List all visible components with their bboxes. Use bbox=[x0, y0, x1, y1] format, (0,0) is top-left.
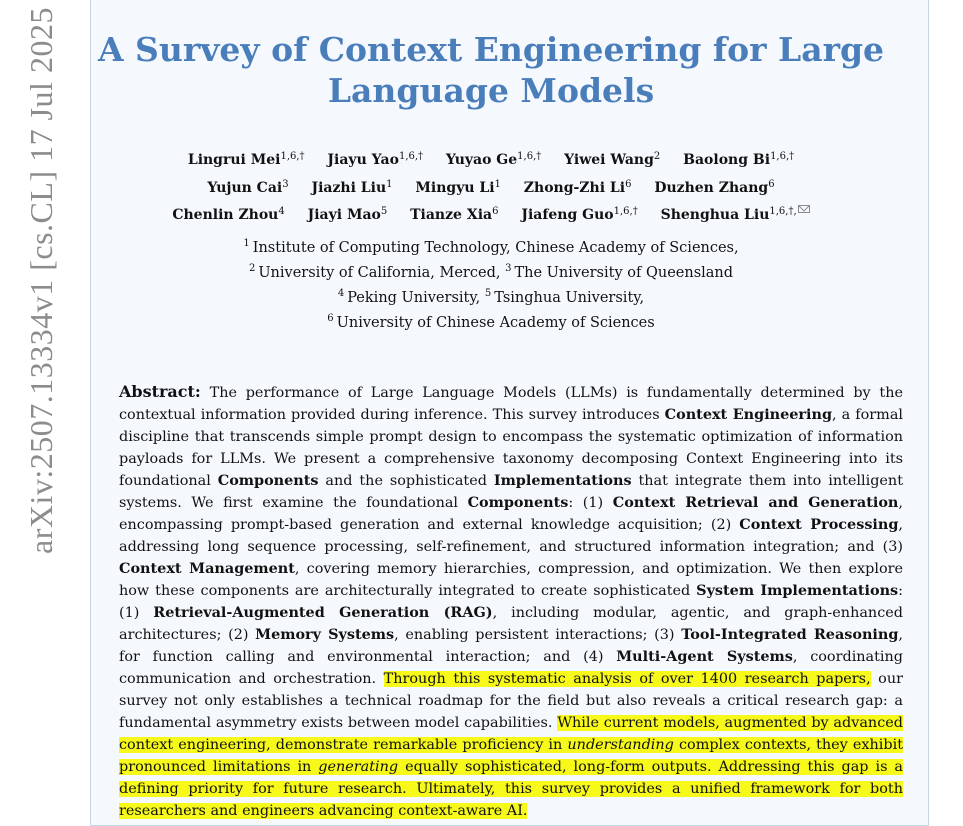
affiliation-line: $^2$ University of California, Merced, $^3$ The University of Queensland bbox=[248, 263, 734, 281]
author-list bbox=[91, 147, 891, 230]
author: Yujun Cai$^3$ bbox=[207, 178, 289, 196]
envelope-icon bbox=[798, 205, 810, 213]
author: Jiayu Yao$^{1,6,\dagger}$ bbox=[327, 151, 424, 168]
highlighted-text: Through this systematic analysis of over 1400 research papers, bbox=[383, 671, 871, 687]
author: Jiayi Mao$^5$ bbox=[307, 206, 388, 223]
author: Tianze Xia$^6$ bbox=[410, 206, 499, 223]
highlighted-text: While current models, augmented by advanced context engineering, demonstrate remarkable proficiency in understanding complex contexts, they exhibit pronounced limitations in generating equally sophisticated, long-form outputs. Addressing this gap is a defining priority for future research. Ultimately, this survey provides a unified framework for both researchers and engineers advancing context-aware AI. bbox=[119, 715, 904, 819]
affiliation-line: $^1$ Institute of Computing Technology, Chinese Academy of Sciences, bbox=[243, 238, 739, 256]
affiliation-line: $^6$ University of Chinese Academy of Sciences bbox=[327, 313, 655, 331]
abstract-label: Abstract: bbox=[119, 382, 201, 401]
author: Zhong-Zhi Li$^6$ bbox=[523, 178, 632, 196]
arxiv-identifier-stamp bbox=[18, 4, 64, 824]
author: Yiwei Wang$^2$ bbox=[564, 151, 661, 168]
paper-title: A Survey of Context Engineering for Large Language Models bbox=[97, 30, 885, 110]
author: Duzhen Zhang$^6$ bbox=[654, 178, 775, 196]
author: Mingyu Li$^1$ bbox=[415, 178, 501, 196]
author: Yuyao $Ge^{1,6,\dagger}$ bbox=[445, 151, 542, 168]
abstract-paragraph: Abstract: The performance of Large Language Models (LLMs) is fundamentally determined by the contextual information provided during inference. This survey introduces Context Engineering, a formal discipline that transcends simple prompt design to encompass the systematic optimization of information payloads for LLMs. We present a comprehensive taxonomy decomposing Context Engineering into its foundational Components and the sophisticated Implementations that integrate them into intelligent systems. We first examine the foundational Components: (1) Context Retrieval and Generation, encompassing prompt-based generation and external knowledge acquisition; (2) Context Processing, addressing long sequence processing, self-refinement, and structured information integration; and (3) Context Management, covering memory hierarchies, compression, and optimization. We then explore how these components are architecturally integrated to create sophisticated System Implementations: (1) Retrieval-Augmented Generation (RAG), including modular, agentic, and graph-enhanced architectures; (2) Memory Systems, enabling persistent interactions; (3) Tool-Integrated Reasoning, for function calling and environmental interaction; and (4) Multi-Agent Systems, coordinating communication and orchestration. Through this systematic analysis of over 1400 research papers, our survey not only establishes a technical roadmap for the field but also reveals a critical research gap: a fundamental asymmetry exists between model capabilities. While current models, augmented by advanced context engineering, demonstrate remarkable proficiency in understanding complex contexts, they exhibit pronounced limitations in generating equally sophisticated, long-form outputs. Addressing this gap is a defining priority for future research. Ultimately, this survey provides a unified framework for both researchers and engineers advancing context-aware AI. bbox=[119, 382, 904, 819]
affiliation-list bbox=[91, 236, 891, 336]
author: Lingrui Mei$^{1,6,\dagger}$ bbox=[187, 151, 305, 168]
paper-page bbox=[90, 0, 929, 826]
author-corresponding: Shenghua Liu$^{1,6,\dagger,}$ bbox=[661, 202, 810, 230]
author: Chenlin Zhou$^4$ bbox=[172, 206, 285, 223]
arxiv-id-text: arXiv:2507.13334v1 [cs.CL] 17 Jul 2025 bbox=[23, 7, 59, 554]
author: Jiafeng Guo$^{1,6,\dagger}$ bbox=[521, 206, 638, 223]
author: Baolong $Bi^{1,6,\dagger}$ bbox=[683, 151, 795, 168]
affiliation-line: $^4$ Peking University, $^5$ Tsinghua University, bbox=[337, 288, 645, 306]
author: Jiazhi Liu$^1$ bbox=[311, 178, 393, 196]
